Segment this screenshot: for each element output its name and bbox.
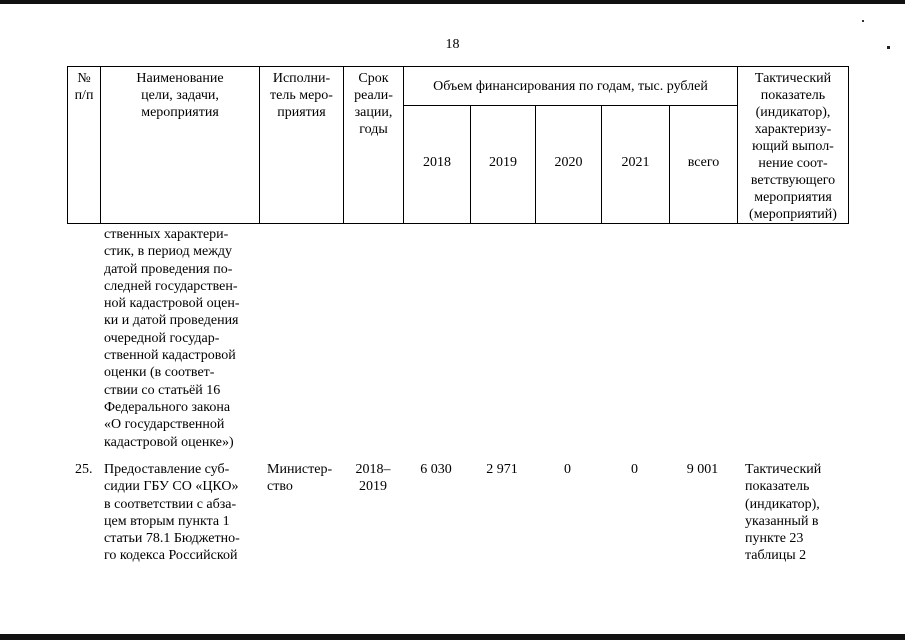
grid-line — [403, 105, 737, 106]
header-total: всего — [687, 155, 720, 170]
row-value-2019: 2 971 — [486, 462, 518, 477]
row-name: Предоставление суб- сидии ГБУ СО «ЦКО» в соответствии с абза- цем вторым пункта 1 статьи 78.1 Бюджетно- го кодекса Российской — [104, 462, 240, 564]
header-executor: Исполни- тель меро- приятия — [270, 71, 333, 120]
header-name: Наименование цели, задачи, мероприятия — [136, 71, 224, 120]
scan-bottom-edge — [0, 634, 905, 640]
header-year-2020: 2020 — [554, 155, 583, 170]
row-executor: Министер- ство — [267, 462, 333, 495]
row-value-2020: 0 — [564, 462, 571, 477]
header-indicator: Тактический показатель (индикатор), характеризу- ющий выпол- нение соот- ветствующего мероприятия (мероприятий) — [749, 71, 837, 222]
row-value-2021: 0 — [631, 462, 638, 477]
header-year-2021: 2021 — [621, 155, 650, 170]
header-year-2019: 2019 — [489, 155, 517, 170]
page-number: 18 — [445, 37, 460, 52]
scan-speck — [862, 20, 864, 22]
header-term: Срок реали- зации, годы — [354, 71, 393, 137]
header-funding-title: Объем финансирования по годам, тыс. рублей — [433, 79, 708, 94]
header-year-2018: 2018 — [423, 155, 451, 170]
scan-top-edge — [0, 0, 905, 4]
row-number: 25. — [75, 462, 93, 477]
row-indicator: Тактический показатель (индикатор), указанный в пункте 23 таблицы 2 — [745, 462, 822, 564]
table-header — [67, 66, 849, 224]
row-value-total: 9 001 — [686, 462, 719, 477]
header-num: № п/п — [74, 71, 94, 103]
continuation-cell-text: ственных характери- стик, в период между датой проведения по- следней государствен- ной кадастровой оцен- ки и датой проведения очередной государ- ственной кадастровой оценки (в соответ- ствии со статьёй 16 Федерального закона «О государственной кадастровой оценке») — [104, 227, 240, 450]
row-value-2018: 6 030 — [420, 462, 452, 477]
row-term: 2018– 2019 — [355, 462, 391, 495]
